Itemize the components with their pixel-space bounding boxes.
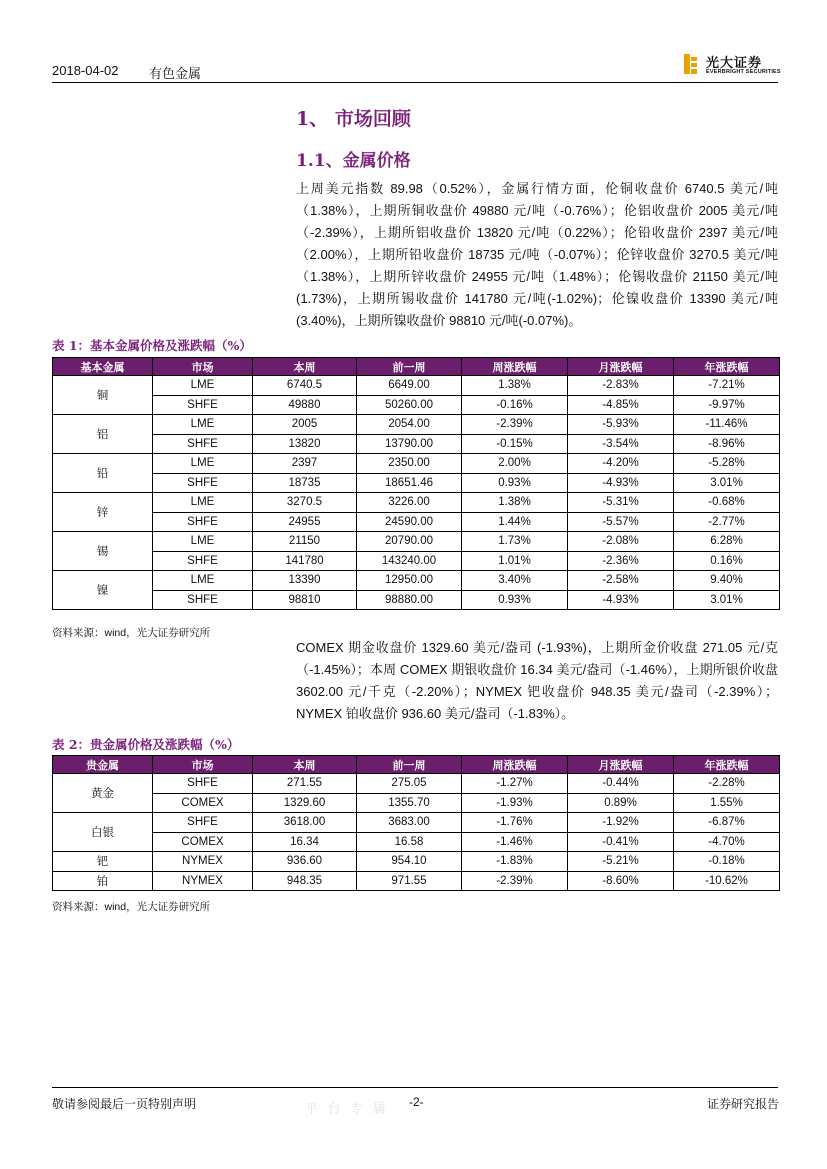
table-row [53, 493, 780, 513]
market-cell: COMEX [153, 832, 253, 852]
value-cell: 2.00% [462, 454, 568, 474]
value-cell: 1.55% [674, 793, 780, 813]
value-cell: 6649.00 [357, 376, 462, 396]
value-cell: 1.73% [462, 532, 568, 552]
value-cell: 2397 [253, 454, 357, 474]
value-cell: -2.58% [568, 571, 674, 591]
value-cell: -0.41% [568, 832, 674, 852]
table-row [53, 512, 780, 532]
base-metals-table [52, 357, 780, 610]
value-cell: 948.35 [253, 871, 357, 891]
value-cell: 3.01% [674, 590, 780, 610]
footer-divider [52, 1087, 778, 1088]
table-1-caption: 表 1：基本金属价格及涨跌幅（%） [52, 338, 252, 353]
value-cell: 21150 [253, 532, 357, 552]
value-cell: -5.57% [568, 512, 674, 532]
report-sector: 有色金属 [149, 66, 202, 81]
value-cell: 98880.00 [357, 590, 462, 610]
market-cell: COMEX [153, 793, 253, 813]
logo-text-cn: 光大证券 [706, 56, 763, 71]
value-cell: -1.46% [462, 832, 568, 852]
column-header: 月涨跌幅 [568, 756, 674, 774]
value-cell: -8.96% [674, 434, 780, 454]
value-cell: 2350.00 [357, 454, 462, 474]
report-date: 2018-04-02 [52, 63, 119, 78]
page-number: -2- [409, 1095, 424, 1109]
value-cell: 0.93% [462, 473, 568, 493]
value-cell: 954.10 [357, 852, 462, 872]
column-header: 月涨跌幅 [568, 358, 674, 376]
value-cell: 1.01% [462, 551, 568, 571]
value-cell: -5.28% [674, 454, 780, 474]
column-header: 年涨跌幅 [674, 756, 780, 774]
metal-name-cell: 铝 [53, 415, 153, 454]
table-row [53, 571, 780, 591]
value-cell: 6740.5 [253, 376, 357, 396]
value-cell: -2.28% [674, 774, 780, 794]
value-cell: -6.87% [674, 813, 780, 833]
value-cell: 3270.5 [253, 493, 357, 513]
company-logo [684, 52, 784, 78]
precious-metals-summary: COMEX 期金收盘价 1329.60 美元/盎司 (-1.93%)，上期所金价收盘 271.05 元/克（-1.45%）；本周 COMEX 期银收盘价 16.34 美元/盎司（-1.46%），上期所银价收盘 3602.00 元/千克（-2.20%）；NYMEX 钯收盘价 948.35 美元/盎司（-2.39%）；NYMEX 铂收盘价 936.60 美元/盎司（-1.83%）。 [296, 640, 778, 721]
value-cell: -1.92% [568, 813, 674, 833]
value-cell: -4.93% [568, 473, 674, 493]
market-cell: SHFE [153, 551, 253, 571]
value-cell: -1.93% [462, 793, 568, 813]
table-row [53, 532, 780, 552]
market-cell: LME [153, 415, 253, 435]
table-row [53, 473, 780, 493]
value-cell: 0.89% [568, 793, 674, 813]
value-cell: -5.93% [568, 415, 674, 435]
market-cell: LME [153, 493, 253, 513]
value-cell: -0.68% [674, 493, 780, 513]
value-cell: 1355.70 [357, 793, 462, 813]
metal-name-cell: 钯 [53, 852, 153, 872]
column-header: 贵金属 [53, 756, 153, 774]
value-cell: -2.08% [568, 532, 674, 552]
value-cell: 13390 [253, 571, 357, 591]
column-header: 周涨跌幅 [462, 756, 568, 774]
value-cell: -9.97% [674, 395, 780, 415]
value-cell: 3.40% [462, 571, 568, 591]
precious-metals-table [52, 755, 780, 891]
table-row [53, 551, 780, 571]
value-cell: 12950.00 [357, 571, 462, 591]
value-cell: 2005 [253, 415, 357, 435]
value-cell: -3.54% [568, 434, 674, 454]
value-cell: 271.55 [253, 774, 357, 794]
value-cell: 141780 [253, 551, 357, 571]
metal-name-cell: 锌 [53, 493, 153, 532]
value-cell: 936.60 [253, 852, 357, 872]
value-cell: 275.05 [357, 774, 462, 794]
value-cell: 971.55 [357, 871, 462, 891]
column-header: 市场 [153, 358, 253, 376]
value-cell: 24590.00 [357, 512, 462, 532]
value-cell: 0.16% [674, 551, 780, 571]
value-cell: 98810 [253, 590, 357, 610]
value-cell: -10.62% [674, 871, 780, 891]
table-row [53, 813, 780, 833]
header-divider [52, 82, 778, 83]
table-row [53, 395, 780, 415]
footer-report-type: 证券研究报告 [706, 1097, 779, 1111]
value-cell: -2.39% [462, 415, 568, 435]
logo-text-en: EVERBRIGHT SECURITIES [706, 69, 781, 75]
value-cell: 18735 [253, 473, 357, 493]
column-header: 年涨跌幅 [674, 358, 780, 376]
table-row [53, 871, 780, 891]
market-cell: SHFE [153, 774, 253, 794]
value-cell: 13790.00 [357, 434, 462, 454]
table-header-row [53, 756, 780, 774]
metal-name-cell: 铅 [53, 454, 153, 493]
column-header: 前一周 [357, 756, 462, 774]
market-cell: SHFE [153, 473, 253, 493]
metal-name-cell: 镍 [53, 571, 153, 610]
market-cell: SHFE [153, 512, 253, 532]
metal-name-cell: 白银 [53, 813, 153, 852]
market-cell: NYMEX [153, 852, 253, 872]
table-row [53, 415, 780, 435]
table-row [53, 434, 780, 454]
market-cell: LME [153, 376, 253, 396]
column-header: 周涨跌幅 [462, 358, 568, 376]
value-cell: -7.21% [674, 376, 780, 396]
value-cell: 16.58 [357, 832, 462, 852]
value-cell: -0.15% [462, 434, 568, 454]
market-cell: LME [153, 454, 253, 474]
table-header-row [53, 358, 780, 376]
value-cell: 20790.00 [357, 532, 462, 552]
table-1-source: 资料来源：wind，光大证券研究所 [52, 627, 211, 639]
section-heading: 1、 市场回顾 [296, 108, 411, 130]
value-cell: 3.01% [674, 473, 780, 493]
metal-name-cell: 铂 [53, 871, 153, 891]
column-header: 本周 [253, 756, 357, 774]
value-cell: -1.27% [462, 774, 568, 794]
value-cell: 1.38% [462, 493, 568, 513]
table-row [53, 590, 780, 610]
value-cell: -5.21% [568, 852, 674, 872]
table-row [53, 832, 780, 852]
table-2-caption: 表 2：贵金属价格及涨跌幅（%） [52, 737, 240, 752]
value-cell: 1.44% [462, 512, 568, 532]
market-cell: SHFE [153, 813, 253, 833]
value-cell: 50260.00 [357, 395, 462, 415]
value-cell: 0.93% [462, 590, 568, 610]
value-cell: -4.20% [568, 454, 674, 474]
value-cell: -4.93% [568, 590, 674, 610]
value-cell: 143240.00 [357, 551, 462, 571]
market-cell: SHFE [153, 590, 253, 610]
table-row [53, 793, 780, 813]
table-2-source: 资料来源：wind，光大证券研究所 [52, 901, 211, 913]
footer-disclaimer: 敬请参阅最后一页特别声明 [52, 1097, 197, 1111]
value-cell: -11.46% [674, 415, 780, 435]
metal-name-cell: 锡 [53, 532, 153, 571]
value-cell: -4.85% [568, 395, 674, 415]
market-cell: SHFE [153, 434, 253, 454]
subsection-heading: 1.1、金属价格 [296, 151, 411, 171]
value-cell: 1329.60 [253, 793, 357, 813]
value-cell: -2.36% [568, 551, 674, 571]
table-row [53, 852, 780, 872]
metal-name-cell: 黄金 [53, 774, 153, 813]
market-cell: LME [153, 532, 253, 552]
value-cell: 3683.00 [357, 813, 462, 833]
column-header: 前一周 [357, 358, 462, 376]
market-cell: SHFE [153, 395, 253, 415]
column-header: 本周 [253, 358, 357, 376]
value-cell: -2.39% [462, 871, 568, 891]
base-metals-summary: 上周美元指数 89.98（0.52%），金属行情方面，伦铜收盘价 6740.5 美元/吨（1.38%），上期所铜收盘价 49880 元/吨（-0.76%）；伦铝收盘价 2005 美元/吨（-2.39%），上期所铝收盘价 13820 元/吨（0.22%）；伦铅收盘价 2397 美元/吨（2.00%），上期所铅收盘价 18735 元/吨（-0.07%）；伦锌收盘价 3270.5 美元/吨（1.38%），上期所锌收盘价 24955 元/吨（1.48%）；伦锡收盘价 21150 美元/吨(1.73%)，上期所锡收盘价 141780 元/吨(-1.02%)；伦镍收盘价 13390 美元/吨(3.40%)，上期所镍收盘价 98810 元/吨(-0.07%)。 [296, 181, 778, 328]
value-cell: 9.40% [674, 571, 780, 591]
table-row [53, 774, 780, 794]
value-cell: 3618.00 [253, 813, 357, 833]
watermark: 平 台 专 属 [305, 1101, 389, 1116]
metal-name-cell: 铜 [53, 376, 153, 415]
value-cell: -0.16% [462, 395, 568, 415]
value-cell: -2.77% [674, 512, 780, 532]
value-cell: 6.28% [674, 532, 780, 552]
value-cell: 3226.00 [357, 493, 462, 513]
table-row [53, 454, 780, 474]
market-cell: LME [153, 571, 253, 591]
value-cell: -0.18% [674, 852, 780, 872]
column-header: 基本金属 [53, 358, 153, 376]
value-cell: 49880 [253, 395, 357, 415]
value-cell: -1.76% [462, 813, 568, 833]
column-header: 市场 [153, 756, 253, 774]
value-cell: -8.60% [568, 871, 674, 891]
value-cell: 18651.46 [357, 473, 462, 493]
value-cell: -0.44% [568, 774, 674, 794]
value-cell: -2.83% [568, 376, 674, 396]
value-cell: 2054.00 [357, 415, 462, 435]
value-cell: 24955 [253, 512, 357, 532]
value-cell: 1.38% [462, 376, 568, 396]
market-cell: NYMEX [153, 871, 253, 891]
value-cell: 13820 [253, 434, 357, 454]
value-cell: -4.70% [674, 832, 780, 852]
value-cell: -1.83% [462, 852, 568, 872]
everbright-logo-icon [684, 54, 698, 74]
value-cell: 16.34 [253, 832, 357, 852]
value-cell: -5.31% [568, 493, 674, 513]
table-row [53, 376, 780, 396]
